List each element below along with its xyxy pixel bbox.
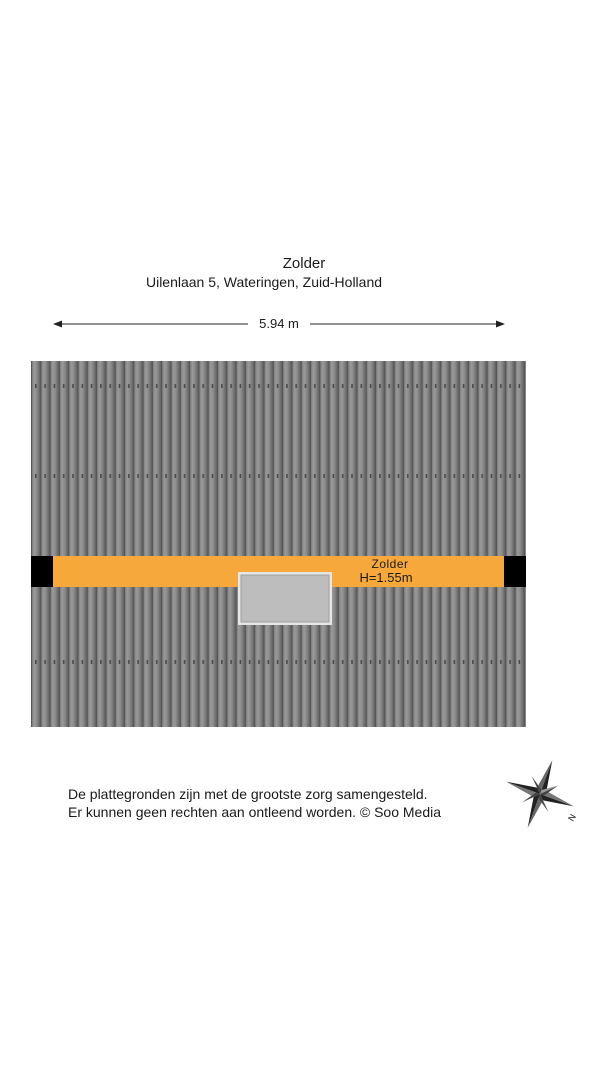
dimension-label: 5.94 m — [248, 316, 310, 331]
floor-title: Zolder — [282, 255, 326, 272]
compass-north-label: N — [566, 812, 578, 823]
room-height-label: H=1.55m — [359, 570, 413, 585]
chimney-right — [504, 556, 526, 587]
disclaimer-line-2: Er kunnen geen rechten aan ontleend worden. © Soo Media — [68, 804, 442, 820]
disclaimer-line-1: De plattegronden zijn met de grootste zorg samengesteld. — [68, 786, 428, 802]
disclaimer — [68, 785, 441, 821]
dimension-arrow-right — [496, 321, 505, 328]
property-address: Uilenlaan 5, Wateringen, Zuid-Holland — [145, 274, 383, 290]
roof-plan — [0, 355, 608, 735]
chimney-left — [31, 556, 53, 587]
dimension-arrow-left — [53, 321, 62, 328]
compass-icon — [498, 760, 588, 840]
room-label: Zolder — [371, 557, 409, 571]
